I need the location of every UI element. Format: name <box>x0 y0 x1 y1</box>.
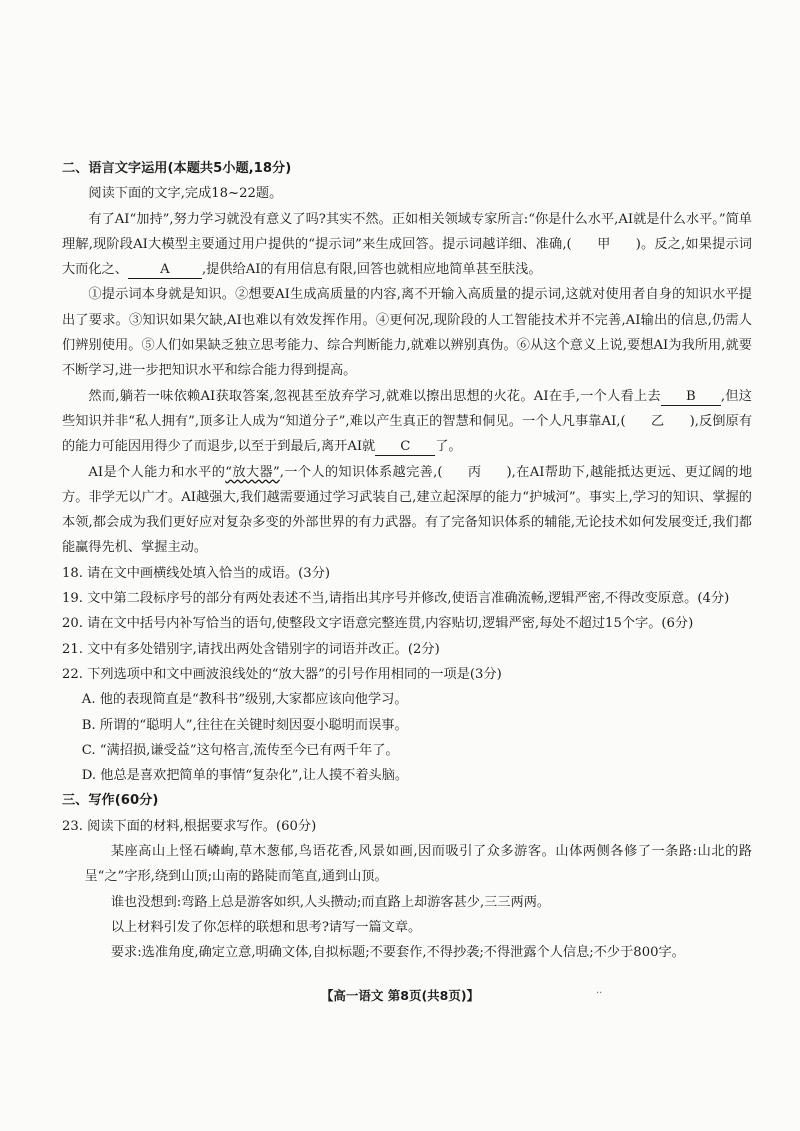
passage-paragraph-1: 有了AI“加持”,努力学习就没有意义了吗?其实不然。正如相关领域专家所言:“你是什么水平,AI就是什么水平。”简单理解,现阶段AI大模型主要通过用户提供的“提示词”来生成回答。提示词越详细、准确,( 甲 )。反之,如果提示词大而化之、 A ,提供给AI的有用信息有限,回答也就相应地简单甚至肤浅。 <box>62 211 752 278</box>
footer-dots: ·· <box>596 988 603 999</box>
section-3-title: 三、写作(60分) <box>62 793 159 809</box>
writing-requirements: 要求:选准角度,确定立意,明确文体,自拟标题;不要套作,不得抄袭;不得泄露个人信息;不少于800字。 <box>110 945 685 961</box>
question-22-option-c: C. “满招损,谦受益”这句格言,流传至今已有两千年了。 <box>81 742 399 758</box>
material-paragraph-2: 谁也没想到:弯路上总是游客如织,人头攒动;而直路上却游客甚少,三三两两。 <box>110 894 551 910</box>
question-23: 23. 阅读下面的材料,根据要求写作。(60分) <box>62 818 317 834</box>
question-20: 20. 请在文中括号内补写恰当的语句,使整段文字语意完整连贯,内容贴切,逻辑严密,每处不超过15个字。(6分) <box>62 616 694 632</box>
section-2-title: 二、语言文字运用(本题共5小题,18分) <box>62 161 292 176</box>
question-22-option-d: D. 他总是喜欢把简单的事情“复杂化”,让人摸不着头脑。 <box>81 768 409 784</box>
question-22: 22. 下列选项中和文中画波浪线处的“放大器”的引号作用相同的一项是(3分) <box>62 666 502 682</box>
page-footer: 【高一语文 第8页(共8页)】 <box>320 988 480 1003</box>
wavy-underline-amplifier: “放大器” <box>225 464 280 480</box>
question-19: 19. 文中第二段标序号的部分有两处表述不当,请指出其序号并修改,使语言准确流畅,逻辑严密,不得改变原意。(4分) <box>62 591 730 607</box>
blank-B: B <box>661 388 721 406</box>
reading-intro: 阅读下面的文字,完成18~22题。 <box>88 186 283 202</box>
question-18: 18. 请在文中画横线处填入恰当的成语。(3分) <box>62 565 331 581</box>
question-22-option-b: B. 所谓的“聪明人”,往往在关键时刻因耍小聪明而误事。 <box>81 717 408 733</box>
paren-blank-jia: 甲 <box>597 236 611 252</box>
passage-paragraph-4: AI是个人能力和水平的“放大器”,一个人的知识体系越完善,( 丙 ),在AI帮助下,越能抵达更远、更辽阔的地方。非学无以广才。AI越强大,我们越需要通过学习武装自己,建立起深厚的能力“护城河”。事实上,学习的知识、掌握的本领,都会成为我们更好应对复杂多变的外部世界的有力武器。有了完备知识体系的辅能,无论技术如何发展变迁,我们都能赢得先机、掌握主动。 <box>62 460 752 561</box>
paren-blank-yi: 乙 <box>651 413 665 429</box>
passage-paragraph-3: 然而,躺若一味依赖AI获取答案,忽视甚至放弃学习,就难以擦出思想的火花。AI在手,一个人看上去 B ,但这些知识并非“私人拥有”,顶多让人成为“知道分子”,难以产生真正的智慧和侗见。一个人凡事靠AI,( 乙 ),反倒原有的能力可能因用得少了而退步,以至于到最后,离开AI就 C 了。 <box>62 388 753 455</box>
blank-C: C <box>375 438 435 456</box>
question-22-option-a: A. 他的表现简直是“教科书”级别,大家都应该向他学习。 <box>81 692 408 708</box>
passage-paragraph-2: ①提示词本身就是知识。②想要AI生成高质量的内容,离不开输入高质量的提示词,这就对使用者自身的知识水平提出了要求。③知识如果欠缺,AI也难以有效发挥作用。④更何况,现阶段的人工智能技术并不完善,AI输出的信息,仍需人们辨别使用。⑤人们如果缺乏独立思考能力、综合判断能力,就难以辨别真伪。⑥从这个意义上说,要想AI为我所用,就要不断学习,进一步把知识水平和综合能力得到提高。 <box>62 287 752 379</box>
paren-blank-bing: 丙 <box>467 464 482 480</box>
blank-A: A <box>128 261 202 279</box>
material-paragraph-3: 以上材料引发了你怎样的联想和思考?请写一篇文章。 <box>110 919 422 935</box>
material-paragraph-1: 某座高山上怪石嶙峋,草木葱郁,鸟语花香,风景如画,因而吸引了众多游客。山体两侧各修了一条路:山北的路呈“之”字形,绕到山顶;山南的路陡而笔直,通到山顶。 <box>84 844 752 885</box>
question-21: 21. 文中有多处错别字,请找出两处含错别字的词语并改正。(2分) <box>62 641 440 657</box>
exam-page <box>62 156 752 966</box>
